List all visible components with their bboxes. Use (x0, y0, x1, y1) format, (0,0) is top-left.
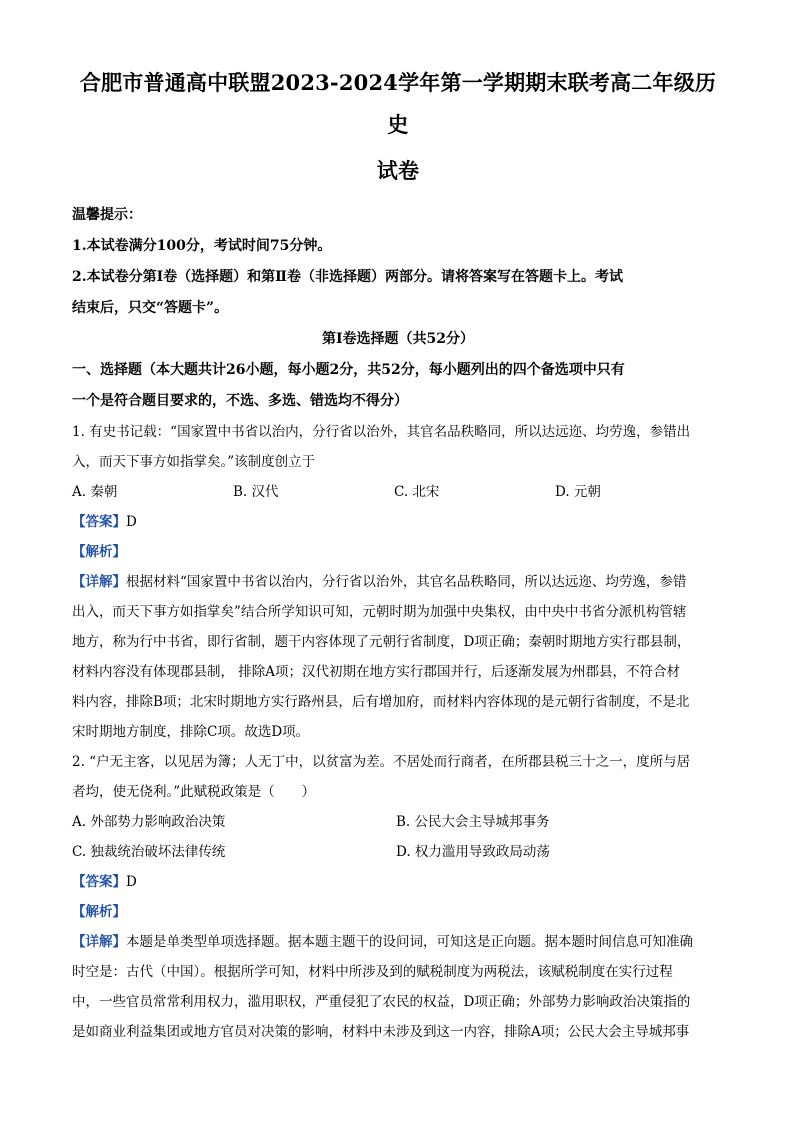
analysis-label: 【解析】 (72, 904, 126, 920)
q1-option-a: A. 秦朝 (72, 484, 118, 500)
q1-stem-line2: 入，而天下事方如指掌矣。”该制度创立于 (72, 454, 316, 470)
q1-detail-line5: 料内容，排除B项；北宋时期地方实行路州县，后有增加府，而材料内容体现的是元朝行省制度，不是北 (72, 694, 690, 710)
q1-option-d: D. 元朝 (555, 484, 601, 500)
answer-label: 【答案】 (72, 874, 126, 890)
q1-detail-line2: 出入，而天下事方如指掌矣”结合所学知识可知，元朝时期为加强中央集权，由中央中书省分派机构管辖 (72, 604, 687, 620)
q2-answer (72, 867, 724, 897)
q1-detail-line3: 地方，称为行中书省，即行省制，题干内容体现了元朝行省制度，D项正确；秦朝时期地方实行郡县制， (72, 634, 691, 650)
q2-detail-line4: 是如商业利益集团或地方官员对决策的影响，材料中未涉及到这一内容，排除A项；公民大会主导城邦事 (72, 1024, 690, 1040)
q2-option-c: C. 独裁统治破坏法律传统 (72, 844, 226, 860)
q2-detail-line2: 时空是：古代（中国）。根据所学可知，材料中所涉及到的赋税制度为两税法，该赋税制度在实行过程 (72, 964, 673, 980)
detail-label: 【详解】 (72, 574, 126, 590)
answer-label: 【答案】 (72, 514, 126, 530)
q2-option-a: A. 外部势力影响政治决策 (72, 814, 226, 830)
q1-answer-value: D (126, 514, 137, 530)
q2-detail-text-1: 本题是单类型单项选择题。据本题主题干的设问词，可知这是正向题。据本题时间信息可知准确 (126, 934, 693, 950)
document-title-line2: 试卷 (376, 158, 420, 183)
q2-options-row1 (72, 807, 724, 837)
section-title: 第Ⅰ卷选择题（共52分） (321, 331, 475, 347)
q1-detail-line6: 宋时期地方制度，排除C项。故选D项。 (72, 724, 310, 740)
q1-option-c: C. 北宋 (394, 484, 440, 500)
section-instruction-line2: 一个是符合题目要求的，不选、多选、错选均不得分） (72, 393, 408, 409)
q1-analysis (72, 537, 724, 567)
q1-detail-line1 (72, 567, 724, 597)
notice-item-2-line1: 2.本试卷分第Ⅰ卷（选择题）和第Ⅱ卷（非选择题）两部分。请将答案写在答题卡上。考试 (72, 269, 623, 285)
q2-answer-value: D (126, 874, 137, 890)
analysis-label: 【解析】 (72, 544, 126, 560)
q2-option-d: D. 权力滥用导致政局动荡 (396, 844, 550, 860)
q1-stem-line1: 1. 有史书记载：“国家置中书省以治内，分行省以治外，其官名品秩略同，所以达远迩、均劳逸，参错出 (72, 424, 691, 440)
q2-analysis (72, 897, 724, 927)
section-instruction-line1: 一、选择题（本大题共计26小题，每小题2分，共52分，每小题列出的四个备选项中只有 (72, 362, 625, 378)
q2-stem-line2: 者均，使无侥利。”此赋税政策是（ ） (72, 784, 316, 800)
detail-label: 【详解】 (72, 934, 126, 950)
notice-item-2-line2: 结束后，只交“答题卡”。 (72, 300, 229, 316)
q2-stem-line1: 2. “户无主客，以见居为簿；人无丁中，以贫富为差。不居处而行商者，在所郡县税三十之一，度所与居 (72, 754, 691, 770)
q2-options-row2 (72, 837, 724, 867)
q1-options (72, 477, 724, 507)
q1-answer (72, 507, 724, 537)
q2-detail-line1 (72, 927, 724, 957)
q2-detail-line3: 中，一些官员常常利用权力，滥用职权，严重侵犯了农民的权益，D项正确；外部势力影响政治决策指的 (72, 994, 691, 1010)
document-title-line1: 合肥市普通高中联盟2023-2024学年第一学期期末联考高二年级历史 (79, 70, 717, 137)
q1-detail-line4: 材料内容没有体现郡县制， 排除A项；汉代初期在地方实行郡国并行，后逐渐发展为州郡县，不符合材 (72, 664, 681, 680)
q1-detail-text-1: 根据材料“国家置中书省以治内，分行省以治外，其官名品秩略同，所以达远迩、均劳逸，参错 (126, 574, 687, 590)
q1-option-b: B. 汉代 (233, 484, 279, 500)
q2-option-b: B. 公民大会主导城邦事务 (396, 814, 550, 830)
notice-item-1: 1.本试卷满分100分，考试时间75分钟。 (72, 238, 332, 254)
notice-heading: 温馨提示： (72, 207, 142, 223)
document-page (72, 62, 724, 1047)
